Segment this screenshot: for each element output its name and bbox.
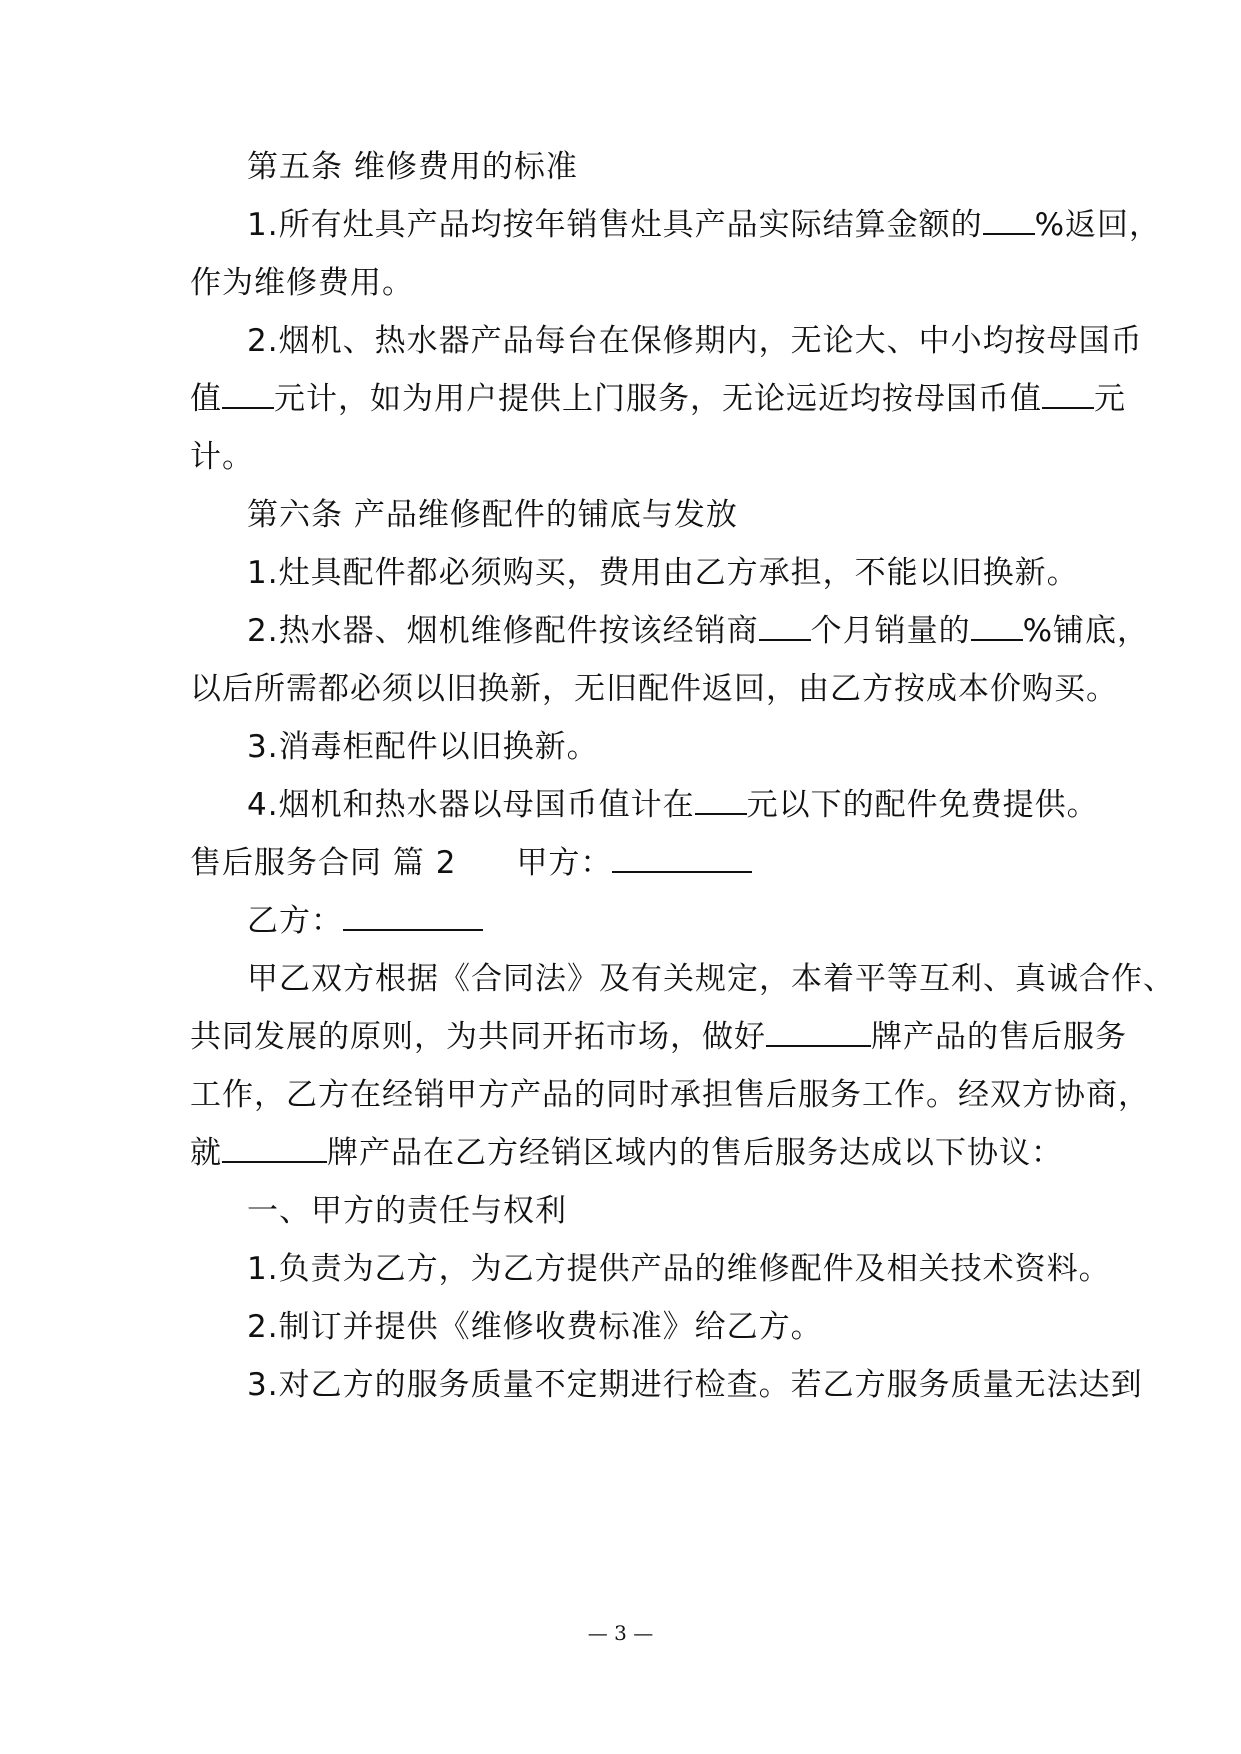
article6-item2-line2: 以后所需都必须以旧换新，无旧配件返回，由乙方按成本价购买。	[190, 671, 1118, 707]
blank-field	[759, 613, 811, 641]
article5-item1-line1: 1.所有灶具产品均按年销售灶具产品实际结算金额的 %返回，	[247, 207, 1162, 243]
intro-line2: 共同发展的原则，为共同开拓市场，做好 牌产品的售后服务	[190, 1019, 1127, 1055]
brand-blank	[222, 1135, 327, 1163]
brand-blank	[766, 1019, 871, 1047]
section1-item2: 2.制订并提供《维修收费标准》给乙方。	[247, 1309, 823, 1345]
blank-field	[695, 787, 747, 815]
article6-heading: 第六条 产品维修配件的铺底与发放	[247, 497, 738, 533]
article6-item1: 1.灶具配件都必须购买，费用由乙方承担，不能以旧换新。	[247, 555, 1079, 591]
party-a-label: 甲方：	[516, 845, 613, 881]
section1-item1: 1.负责为乙方，为乙方提供产品的维修配件及相关技术资料。	[247, 1251, 1111, 1287]
section1-heading: 一、甲方的责任与权利	[247, 1193, 567, 1229]
article5-heading: 第五条 维修费用的标准	[247, 149, 578, 185]
party-a-blank	[612, 845, 752, 873]
party-b-label: 乙方：	[247, 903, 343, 939]
intro-line4: 就 牌产品在乙方经销区域内的售后服务达成以下协议：	[190, 1135, 1063, 1171]
contract2-title-line	[190, 843, 752, 883]
section1-item3: 3.对乙方的服务质量不定期进行检查。若乙方服务质量无法达到	[247, 1367, 1143, 1403]
page-number: — 3 —	[587, 1621, 654, 1645]
article5-item2-line2: 值 元计，如为用户提供上门服务，无论远近均按母国币值 元	[190, 381, 1126, 417]
article5-item2-line1: 2.烟机、热水器产品每台在保修期内，无论大、中小均按母国币	[247, 323, 1143, 359]
blank-field	[222, 381, 274, 409]
party-b-blank	[343, 903, 483, 931]
party-b-line	[247, 901, 483, 941]
article6-item3: 3.消毒柜配件以旧换新。	[247, 729, 599, 765]
contract2-title: 售后服务合同 篇 2	[190, 845, 457, 881]
article5-item2-line3: 计。	[190, 439, 254, 475]
article6-item2-line1: 2.热水器、烟机维修配件按该经销商 个月销量的 %铺底，	[247, 613, 1150, 649]
intro-line3: 工作，乙方在经销甲方产品的同时承担售后服务工作。经双方协商，	[190, 1077, 1150, 1113]
blank-field	[983, 207, 1035, 235]
article6-item4: 4.烟机和热水器以母国币值计在 元以下的配件免费提供。	[247, 787, 1099, 823]
intro-line1: 甲乙双方根据《合同法》及有关规定，本着平等互利、真诚合作、	[247, 961, 1175, 997]
blank-field	[1042, 381, 1094, 409]
blank-field	[971, 613, 1023, 641]
article5-item1-line2: 作为维修费用。	[190, 265, 414, 301]
